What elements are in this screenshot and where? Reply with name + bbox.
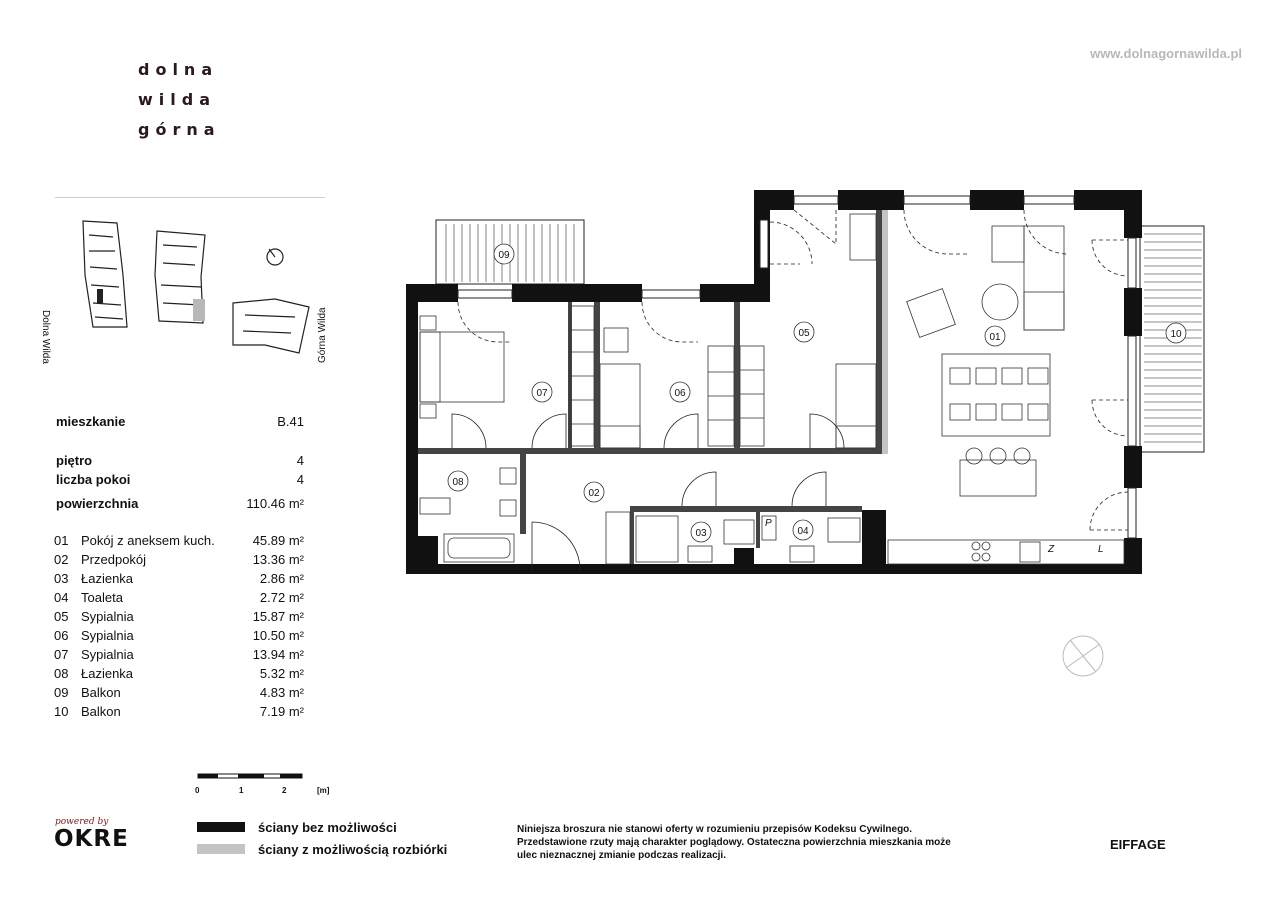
label-pietro: piętro bbox=[56, 453, 93, 468]
room-label-01: 01 bbox=[989, 332, 1001, 343]
removable-walls bbox=[882, 210, 888, 454]
room-label-09: 09 bbox=[498, 250, 510, 261]
room-area: 4.83 m² bbox=[259, 685, 304, 700]
room-area: 2.72 m² bbox=[259, 590, 304, 605]
okre-logo: OKRE bbox=[54, 826, 129, 852]
room-name: Balkon bbox=[81, 704, 121, 719]
room-num: 04 bbox=[54, 590, 69, 605]
dishwasher-label: L bbox=[1098, 544, 1104, 555]
disclaimer-line-1: Niniejsza broszura nie stanowi oferty w rozumieniu przepisów Kodeksu Cywilnego. bbox=[517, 824, 913, 835]
room-num: 06 bbox=[54, 628, 69, 643]
room-label-06: 06 bbox=[674, 388, 686, 399]
website-link[interactable]: www.dolnagornawilda.pl bbox=[1090, 46, 1242, 61]
compass-icon bbox=[1063, 636, 1103, 676]
room-area: 10.50 m² bbox=[252, 628, 304, 643]
logo-line-3: górna bbox=[138, 120, 221, 139]
room-num: 05 bbox=[54, 609, 69, 624]
room-area: 5.32 m² bbox=[259, 666, 304, 681]
room-name: Sypialnia bbox=[81, 609, 134, 624]
disclaimer-line-2: Przedstawione rzuty mają charakter poglądowy. Ostateczna powierzchnia mieszkania może bbox=[517, 837, 951, 848]
developer-logo: EIFFAGE bbox=[1110, 837, 1166, 852]
room-num: 08 bbox=[54, 666, 69, 681]
room-label-08: 08 bbox=[452, 477, 464, 488]
value-liczba-pokoi: 4 bbox=[296, 472, 304, 487]
scale-unit: [m] bbox=[317, 786, 330, 795]
room-num: 10 bbox=[54, 704, 69, 719]
room-area: 45.89 m² bbox=[252, 533, 304, 548]
room-area: 13.94 m² bbox=[252, 647, 304, 662]
room-name: Łazienka bbox=[81, 666, 134, 681]
room-area: 13.36 m² bbox=[252, 552, 304, 567]
room-num: 09 bbox=[54, 685, 69, 700]
scale-tick-1: 1 bbox=[239, 786, 244, 795]
room-name: Toaleta bbox=[81, 590, 123, 605]
room-label-02: 02 bbox=[588, 488, 600, 499]
key-plan-label-right: Górna Wilda bbox=[317, 307, 328, 363]
legend-swatch-fixed bbox=[197, 822, 245, 832]
room-num: 02 bbox=[54, 552, 69, 567]
room-label-07: 07 bbox=[536, 388, 548, 399]
room-label-10: 10 bbox=[1170, 329, 1182, 340]
value-mieszkanie: B.41 bbox=[277, 414, 304, 429]
room-num: 03 bbox=[54, 571, 69, 586]
room-name: Sypialnia bbox=[81, 647, 134, 662]
label-mieszkanie: mieszkanie bbox=[56, 414, 126, 429]
room-name: Pokój z aneksem kuch. bbox=[81, 533, 215, 548]
room-name: Balkon bbox=[81, 685, 121, 700]
room-label-04: 04 bbox=[797, 526, 809, 537]
room-name: Sypialnia bbox=[81, 628, 134, 643]
logo-line-2: wilda bbox=[138, 90, 216, 109]
scale-bar bbox=[198, 774, 302, 778]
room-label-05: 05 bbox=[798, 328, 810, 339]
room-area: 2.86 m² bbox=[259, 571, 304, 586]
key-plan-label-left: Dolna Wilda bbox=[40, 310, 51, 364]
powered-by-text: powered by bbox=[55, 817, 109, 827]
legend-walls-fixed: ściany bez możliwości bbox=[258, 820, 397, 835]
room-area: 7.19 m² bbox=[259, 704, 304, 719]
room-num: 01 bbox=[54, 533, 69, 548]
room-num: 07 bbox=[54, 647, 69, 662]
value-powierzchnia: 110.46 m² bbox=[246, 496, 304, 511]
room-area: 15.87 m² bbox=[252, 609, 304, 624]
logo-line-1: dolna bbox=[138, 60, 219, 79]
value-pietro: 4 bbox=[296, 453, 304, 468]
room-label-03: 03 bbox=[695, 528, 707, 539]
fridge-label: Z bbox=[1048, 544, 1055, 555]
legend-walls-removable: ściany z możliwością rozbiórki bbox=[258, 842, 448, 857]
label-liczba-pokoi: liczba pokoi bbox=[56, 472, 131, 487]
scale-tick-2: 2 bbox=[282, 786, 287, 795]
label-powierzchnia: powierzchnia bbox=[56, 496, 139, 511]
laundry-label: P bbox=[765, 518, 772, 529]
room-name: Przedpokój bbox=[81, 552, 147, 567]
legend-swatch-removable bbox=[197, 844, 245, 854]
room-name: Łazienka bbox=[81, 571, 134, 586]
scale-tick-0: 0 bbox=[195, 786, 200, 795]
disclaimer bbox=[517, 823, 1027, 862]
disclaimer-line-3: ulec nieznacznej zmianie podczas realizacji. bbox=[517, 850, 726, 861]
